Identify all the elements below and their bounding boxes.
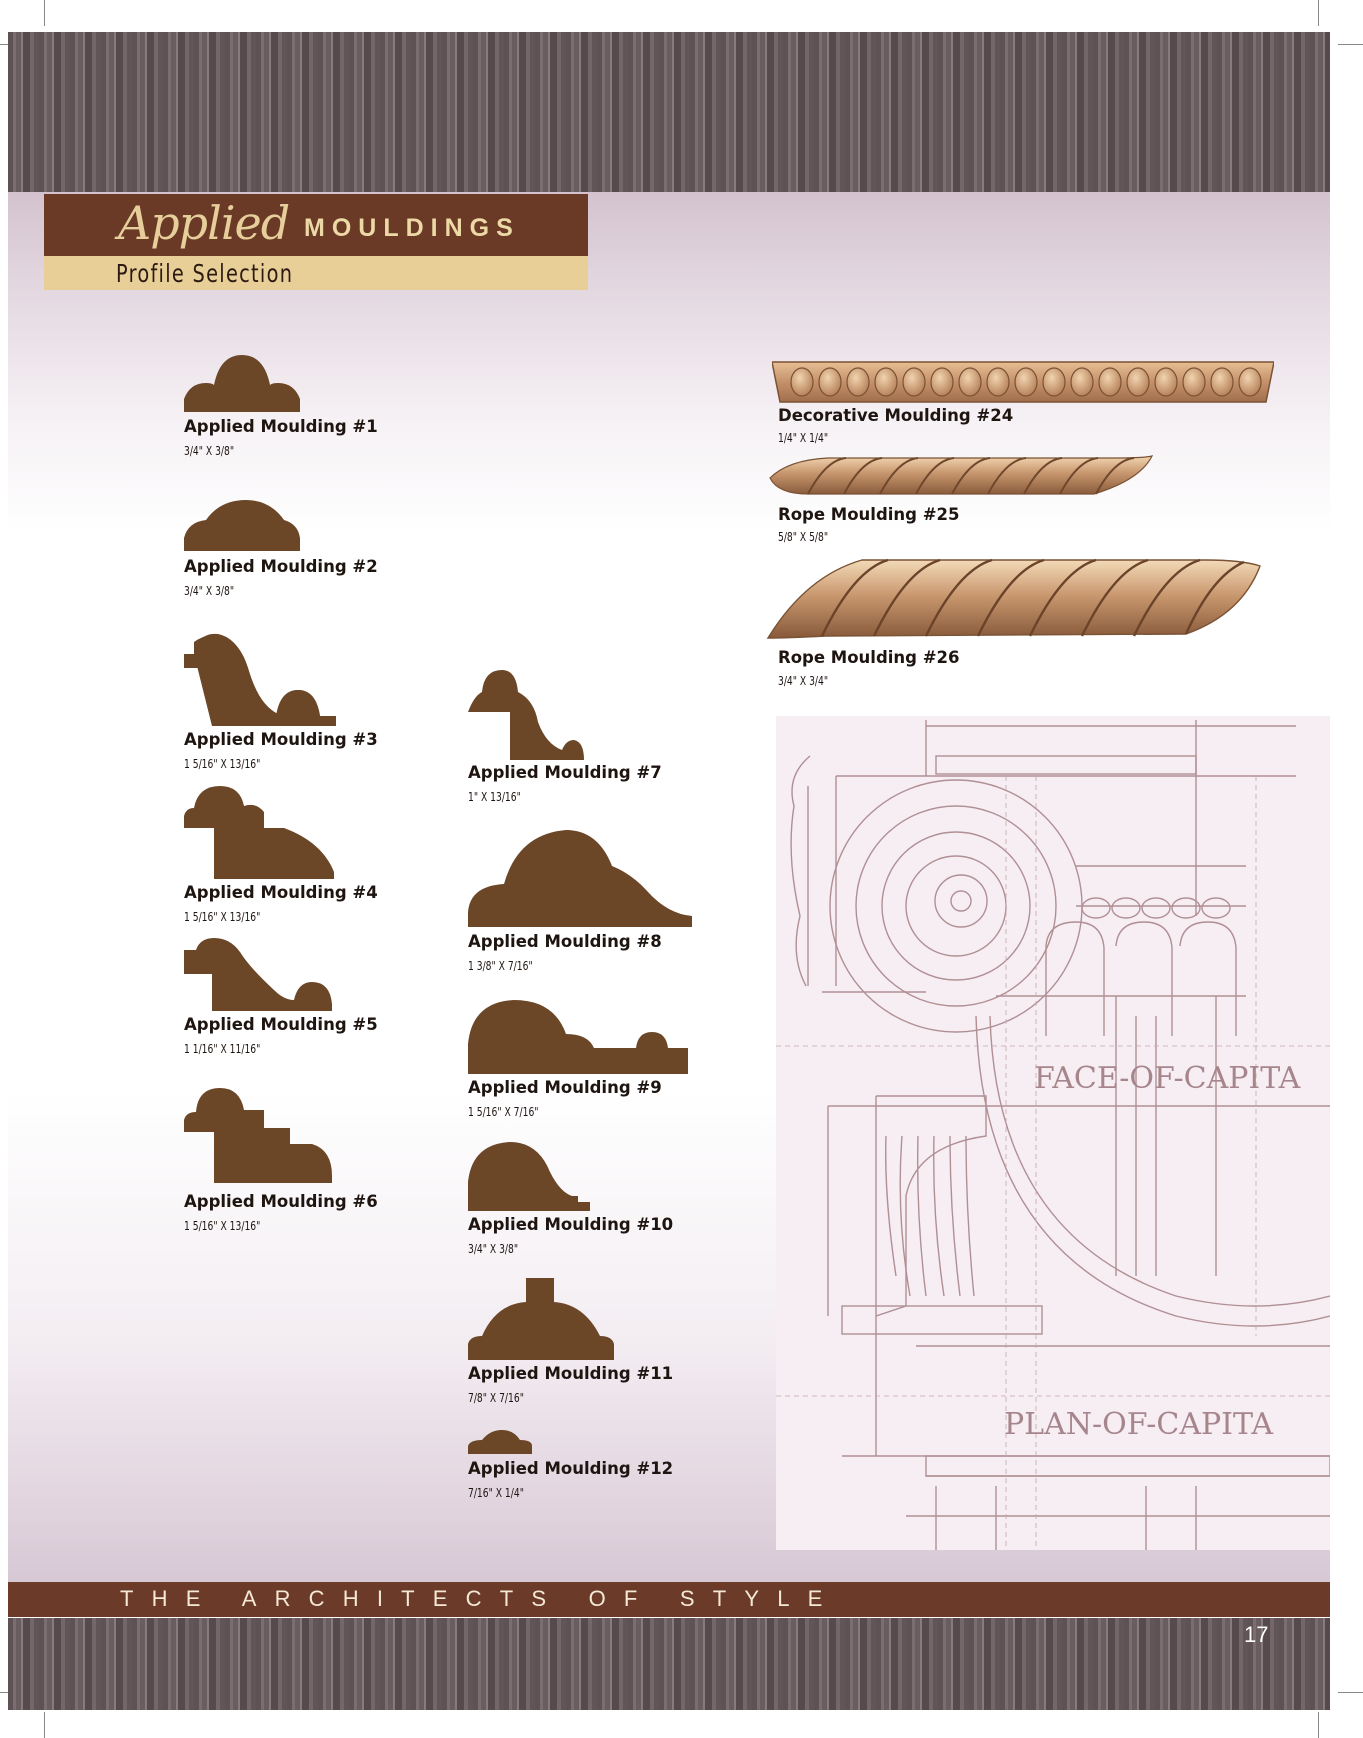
moulding-5-profile-icon (184, 938, 332, 1012)
moulding-9-profile-icon (468, 1000, 688, 1075)
crop-mark (44, 0, 45, 26)
header-stripe-band (8, 32, 1330, 192)
moulding-label: Applied Moulding #9 (468, 1078, 662, 1097)
moulding-6-profile-icon (184, 1088, 334, 1184)
moulding-11-profile-icon (468, 1278, 614, 1361)
moulding-10-profile-icon (468, 1142, 590, 1212)
moulding-label: Applied Moulding #1 (184, 417, 378, 436)
moulding-size: 3/4" X 3/4" (778, 674, 829, 688)
moulding-item-6 (184, 1088, 424, 1238)
moulding-label: Applied Moulding #10 (468, 1215, 674, 1234)
footer-tagline: THE ARCHITECTS OF STYLE (120, 1586, 841, 1611)
moulding-size: 7/8" X 7/16" (468, 1391, 524, 1405)
moulding-size: 1 1/16" X 11/16" (184, 1042, 261, 1056)
moulding-label: Decorative Moulding #24 (778, 406, 1014, 425)
moulding-label: Rope Moulding #26 (778, 648, 960, 667)
capital-blueprint-drawing (776, 716, 1330, 1550)
subtitle-banner (44, 256, 588, 290)
moulding-size: 1 5/16" X 13/16" (184, 910, 261, 924)
rope-moulding-large-icon (766, 556, 1262, 642)
subtitle-text: Profile Selection (116, 259, 294, 288)
ionic-capital-sketch-icon (776, 716, 1330, 1550)
moulding-item-3 (184, 632, 424, 772)
moulding-size: 1" X 13/16" (468, 790, 521, 804)
moulding-size: 1 5/16" X 7/16" (468, 1105, 539, 1119)
moulding-8-profile-icon (468, 830, 692, 928)
decorative-item-26 (766, 556, 1286, 696)
moulding-label: Applied Moulding #2 (184, 557, 378, 576)
title-script-text: Applied (118, 196, 290, 250)
moulding-12-profile-icon (468, 1430, 532, 1455)
title-caps-text: MOULDINGS (304, 214, 520, 242)
moulding-size: 3/4" X 3/8" (184, 584, 235, 598)
moulding-item-12 (468, 1430, 708, 1550)
moulding-label: Applied Moulding #8 (468, 932, 662, 951)
moulding-label: Applied Moulding #4 (184, 883, 378, 902)
moulding-size: 1 5/16" X 13/16" (184, 757, 261, 771)
moulding-label: Rope Moulding #25 (778, 505, 960, 524)
moulding-item-7 (468, 670, 708, 810)
moulding-item-4 (184, 786, 424, 926)
moulding-size: 7/16" X 1/4" (468, 1486, 524, 1500)
footer-stripe-band (8, 1618, 1330, 1710)
moulding-item-2 (184, 500, 424, 610)
moulding-label: Applied Moulding #3 (184, 730, 378, 749)
section-title-block (44, 194, 588, 294)
crop-mark (1318, 1712, 1319, 1738)
moulding-item-1 (184, 355, 424, 467)
crop-mark (1338, 44, 1363, 45)
moulding-label: Applied Moulding #12 (468, 1459, 674, 1478)
moulding-size: 3/4" X 3/8" (184, 444, 235, 458)
moulding-7-profile-icon (468, 670, 586, 761)
plan-of-capital-label: PLAN-OF-CAPITA (1004, 1407, 1274, 1442)
moulding-size: 5/8" X 5/8" (778, 530, 829, 544)
title-banner (44, 194, 588, 256)
moulding-size: 1/4" X 1/4" (778, 431, 829, 445)
moulding-item-11 (468, 1278, 708, 1418)
moulding-3-profile-icon (184, 632, 336, 727)
moulding-item-5 (184, 938, 424, 1068)
moulding-2-profile-icon (184, 500, 300, 552)
rope-moulding-small-icon (768, 452, 1154, 500)
moulding-4-profile-icon (184, 786, 336, 880)
moulding-size: 1 3/8" X 7/16" (468, 959, 533, 973)
moulding-size: 3/4" X 3/8" (468, 1242, 519, 1256)
moulding-1-profile-icon (184, 355, 300, 413)
moulding-label: Applied Moulding #6 (184, 1192, 378, 1211)
moulding-label: Applied Moulding #11 (468, 1364, 674, 1383)
decorative-item-25 (768, 452, 1288, 552)
moulding-item-9 (468, 1000, 708, 1130)
moulding-item-10 (468, 1142, 708, 1272)
page-number: 17 (1244, 1622, 1269, 1647)
crop-mark (44, 1712, 45, 1738)
egg-and-dart-moulding-icon (772, 360, 1274, 404)
moulding-item-8 (468, 830, 708, 980)
moulding-label: Applied Moulding #7 (468, 763, 662, 782)
crop-mark (1338, 1692, 1363, 1693)
face-of-capital-label: FACE-OF-CAPITA (1034, 1061, 1301, 1096)
decorative-item-24 (772, 360, 1292, 450)
crop-mark (1318, 0, 1319, 26)
moulding-label: Applied Moulding #5 (184, 1015, 378, 1034)
footer-banner (8, 1582, 1330, 1617)
moulding-size: 1 5/16" X 13/16" (184, 1219, 261, 1233)
